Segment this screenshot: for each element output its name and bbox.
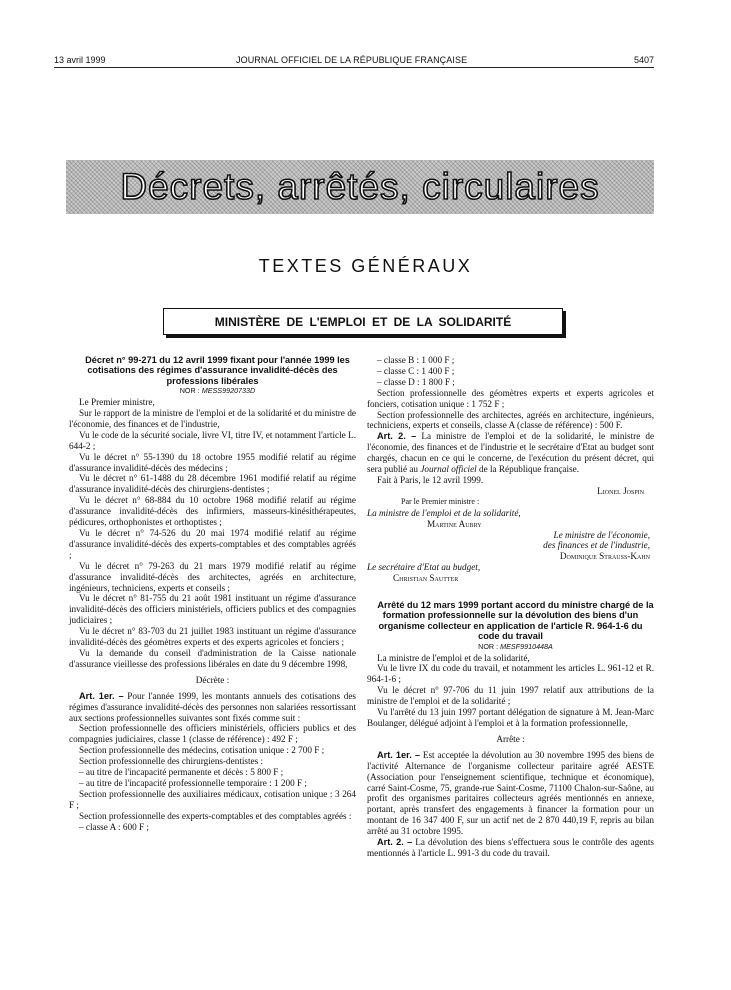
minister-3-title-text: Le secrétaire d'Etat au budget, — [367, 562, 481, 573]
arrete-nor — [367, 642, 654, 653]
arrete-para: Vu l'arrêté du 13 juin 1997 portant délégation de signature à M. Jean-Marc Boulanger, délégué adjoint à l'emploi et à la formation professionnelle, — [367, 707, 654, 728]
decret-para: Vu le décret n° 68-884 du 10 octobre 1968 modifié relatif au régime d'assurance invalidité-décès des infirmiers, masseurs-kinésithérapeutes, pédicures, orthophonistes et orthoptistes ; — [69, 495, 356, 528]
article-label: Art. 2. – — [377, 431, 417, 442]
list-item: Section professionnelle des architectes, agréés en architecture, ingénieurs, techniciens, experts et conseils, classe A (classe de référence) : 500 F. — [367, 409, 654, 431]
minister-3-title — [367, 562, 654, 573]
header-page-number: 5407 — [633, 55, 654, 65]
decret-para: Sur le rapport de la ministre de l'emploi et de la solidarité et du ministre de l'économie, des finances et de l'industrie, — [69, 408, 356, 429]
minister-2-title-a-text: Le ministre de l'économie, — [553, 529, 650, 540]
arrete-label: Arrête : — [496, 733, 525, 744]
list-item: – classe C : 1 400 F ; — [377, 365, 455, 376]
minister-1-title-text: La ministre de l'emploi et de la solidarité, — [367, 507, 521, 518]
ministry-title: MINISTÈRE DE L'EMPLOI ET DE LA SOLIDARITÉ — [214, 314, 512, 329]
signature-premier-ministre: Lionel Jospin — [597, 485, 644, 496]
list-item: – au titre de l'incapacité permanente et décès : 5 800 F ; — [79, 767, 284, 778]
ministry-box — [163, 308, 563, 335]
article-text: La ministre de l'emploi et de la solidarité, le ministre de l'économie, des finances et de l'industrie et le secrétaire d'Etat au budget sont chargés, chacun en ce qui le concerne, de l'exécution du présent décret, qui sera publié au — [367, 431, 655, 475]
list-item: Section professionnelle des auxiliaires médicaux, cotisation unique : 3 264 F ; — [69, 788, 356, 810]
minister-1-name: Martine Aubry — [427, 518, 482, 529]
arrete-para: Vu le décret n° 97-706 du 11 juin 1997 relatif aux attributions de la ministre de l'emploi et de la solidarité ; — [367, 685, 654, 707]
left-column — [69, 355, 356, 832]
journal-officiel-italic: Journal officiel — [420, 464, 477, 475]
arrete-article-2 — [367, 837, 654, 859]
decret-para: Vu le décret n° 81-755 du 21 août 1981 instituant un régime d'assurance invalidité-décès des officiers ministériels, officiers publics et des compagnies judiciaires ; — [69, 593, 356, 626]
list-item: – au titre de l'incapacité professionnelle temporaire : 1 200 F ; — [79, 777, 307, 788]
nor-label: NOR : — [478, 641, 499, 651]
par-le-premier-ministre: Par le Premier ministre : — [401, 496, 480, 506]
list-item: Section professionnelle des officiers ministériels, officiers publics et des compagnies judiciaires, classe 1 (classe de référence) : 492 F ; — [69, 723, 356, 745]
minister-2-title-b — [367, 540, 654, 551]
decrete-label: Décrète : — [195, 674, 230, 685]
list-item: Section professionnelle des chirurgiens-dentistes : — [79, 756, 264, 767]
arrete-para: Vu le livre IX du code du travail, et notamment les articles L. 961-12 et R. 964-1-6 ; — [367, 663, 654, 685]
decret-title: Décret n° 99-271 du 12 avril 1999 fixant pour l'année 1999 les cotisations des régimes d'assurance invalidité-décès des professions libérales — [85, 355, 350, 386]
decret-para: Vu la demande du conseil d'administration de la Caisse nationale d'assurance vieillesse des professions libérales en date du 9 décembre 1998, — [69, 647, 356, 669]
decret-article-2 — [367, 431, 654, 475]
decret-nor — [69, 386, 356, 397]
decret-para: Le Premier ministre, — [79, 397, 155, 408]
list-item: Section professionnelle des médecins, cotisation unique : 2 700 F ; — [79, 745, 325, 756]
minister-2-title-a — [367, 530, 654, 541]
nor-label: NOR : — [179, 386, 200, 396]
minister-2-title-b-text: des finances et de l'industrie, — [543, 540, 650, 551]
section-title: TEXTES GÉNÉRAUX — [258, 256, 473, 276]
header-journal: JOURNAL OFFICIEL DE LA RÉPUBLIQUE FRANÇAISE — [236, 55, 468, 65]
header-date: 13 avril 1999 — [54, 55, 106, 65]
decret-para: Vu le décret n° 79-263 du 21 mars 1979 modifié relatif au régime d'assurance invalidité-décès des architectes, agréés en architecture, ingénieurs, techniciens, experts et conseils ; — [69, 560, 356, 593]
decret-para: Vu le décret n° 83-703 du 21 juillet 1983 instituant un régime d'assurance invalidité-décès des géomètres experts et des experts agricoles et fonciers ; — [69, 626, 356, 648]
article-text: Pour l'année 1999, les montants annuels des cotisations des régimes d'assurance invalidité-décès des personnes non salariées ressortissant aux sections professionnelles suivantes sont fixés comme suit : — [69, 690, 356, 723]
arrete-title: Arrêté du 12 mars 1999 portant accord du ministre chargé de la formation professionnelle sur la dévolution des biens d'un organisme collecteur en application de l'article R. 964-1-6 du code du travail — [377, 600, 654, 642]
list-item: – classe B : 1 000 F ; — [377, 355, 455, 365]
decret-para: Vu le code de la sécurité sociale, livre VI, titre IV, et notamment l'article L. 644-2 ; — [69, 429, 356, 451]
arrete-para: La ministre de l'emploi et de la solidarité, — [377, 652, 530, 663]
article-text: La dévolution des biens s'effectuera sous le contrôle des agents mentionnés à l'article L. 991-3 du code du travail. — [367, 837, 655, 858]
decret-para: Vu le décret n° 55-1390 du 18 octobre 1955 modifié relatif au régime d'assurance invalidité-décès des médecins ; — [69, 451, 356, 473]
list-item: – classe A : 600 F ; — [79, 821, 149, 832]
article-text-end: de la République française. — [479, 464, 580, 475]
article-label: Art. 1er. – — [377, 749, 420, 760]
list-item: Section professionnelle des experts-comptables et des comptables agréés : — [79, 810, 352, 821]
nor-code: MESS9920733D — [201, 386, 256, 396]
decret-para: Vu le décret n° 61-1488 du 28 décembre 1961 modifié relatif au régime d'assurance invalidité-décès des chirurgiens-dentistes ; — [69, 473, 356, 495]
article-label: Art. 1er. – — [79, 690, 124, 701]
article-label: Art. 2. – — [377, 837, 413, 848]
arrete-article-1 — [367, 750, 654, 837]
article-text: Est acceptée la dévolution au 30 novembre 1995 des biens de l'activité Alternance de l'organisme collecteur paritaire agréé AESTE (Association pour l'enseignement scientifique, technique et économique), carré Saint-Cosme, 75, grande-rue Saint-Cosme, 71100 Chalon-sur-Saône, au profit des organismes paritaires collecteurs agréés mentionnés en annexe, portant, après transfert des engagements à financer la formation pour un montant de 16 347 400 F, sur un actif net de 2 870 440,19 F, repris au bilan arrêté au 31 octobre 1995. — [367, 749, 654, 837]
list-item: Section professionnelle des géomètres experts et experts agricoles et fonciers, cotisation unique : 1 752 F ; — [367, 387, 654, 409]
minister-3-name: Christian Sautter — [393, 573, 459, 584]
decret-para: Vu le décret n° 74-526 du 20 mai 1974 modifié relatif au régime d'assurance invalidité-décès des experts-comptables et des comptables agréés ; — [69, 528, 356, 560]
list-item: – classe D : 1 800 F ; — [377, 376, 455, 387]
right-column — [367, 355, 654, 859]
fait-a-paris: Fait à Paris, le 12 avril 1999. — [377, 474, 484, 485]
banner-title: Décrets, arrêtés, circulaires — [120, 166, 600, 207]
header-rule — [54, 67, 654, 68]
minister-1-title — [367, 508, 654, 519]
minister-2-name: Dominique Strauss-Kahn — [559, 551, 650, 562]
decret-article-1 — [69, 691, 356, 724]
nor-code: MESF9910448A — [500, 641, 553, 651]
